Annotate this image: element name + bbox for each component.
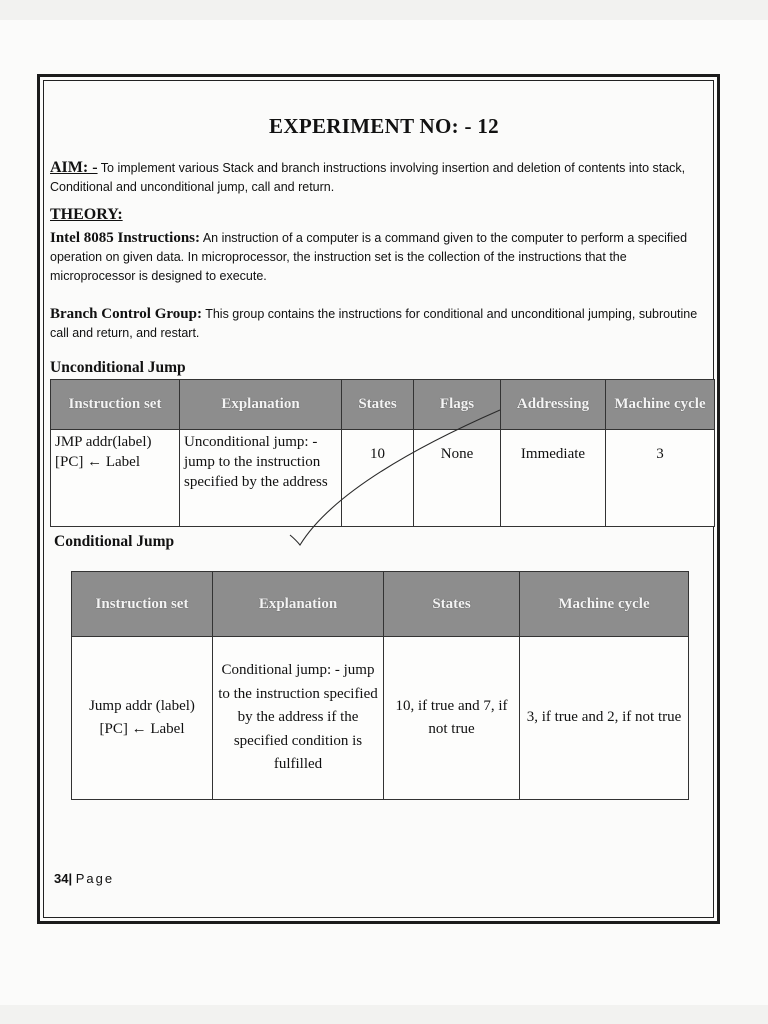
intel-text: An instruction of a computer is a command given to the computer to perform a specified operation on given data. In microprocessor, the instruction set is the collection of the instructions that the microprocessor is designed to execute. bbox=[50, 231, 688, 283]
header-states: States bbox=[342, 380, 414, 430]
aim-paragraph bbox=[50, 158, 712, 197]
cell-explanation: Unconditional jump: - jump to the instruction specified by the address bbox=[180, 430, 342, 527]
header-instruction-set: Instruction set bbox=[51, 380, 180, 430]
intel-paragraph bbox=[50, 229, 712, 286]
cell-states: 10 bbox=[342, 430, 414, 527]
cell-flags: None bbox=[414, 430, 501, 527]
page-footer bbox=[54, 871, 114, 886]
header-instruction-set: Instruction set bbox=[72, 572, 213, 637]
table-row bbox=[51, 430, 715, 527]
page-label: Page bbox=[75, 871, 115, 886]
header-machine-cycle: Machine cycle bbox=[606, 380, 715, 430]
table-row bbox=[72, 637, 689, 800]
header-flags: Flags bbox=[414, 380, 501, 430]
footer-separator: | bbox=[68, 871, 73, 886]
aim-text: To implement various Stack and branch instructions involving insertion and deletion of contents into stack, Conditional and unconditional jump, call and return. bbox=[50, 161, 686, 194]
branch-label: Branch Control Group: bbox=[50, 306, 202, 322]
header-machine-cycle: Machine cycle bbox=[520, 572, 689, 637]
aim-label: AIM: - bbox=[50, 159, 98, 176]
cell-instruction: Jump addr (label) [PC] ← Label bbox=[72, 637, 213, 800]
page-number: 34 bbox=[54, 871, 69, 886]
unconditional-jump-heading: Unconditional Jump bbox=[50, 359, 186, 376]
page-title: EXPERIMENT NO: - 12 bbox=[269, 114, 499, 138]
cell-states: 10, if true and 7, if not true bbox=[384, 637, 520, 800]
intel-label: Intel 8085 Instructions: bbox=[50, 230, 201, 246]
table-header-row bbox=[72, 572, 689, 637]
cell-explanation: Conditional jump: - jump to the instruction specified by the address if the specified condition is fulfilled bbox=[213, 637, 384, 800]
cell-machine-cycle: 3 bbox=[606, 430, 715, 527]
header-addressing: Addressing bbox=[501, 380, 606, 430]
unconditional-jump-table bbox=[50, 379, 715, 527]
cell-instruction: JMP addr(label) [PC] ← Label bbox=[51, 430, 180, 527]
table-header-row bbox=[51, 380, 715, 430]
conditional-jump-table bbox=[71, 571, 689, 800]
branch-text: This group contains the instructions for conditional and unconditional jumping, subroutine call and return, and restart. bbox=[50, 307, 698, 340]
theory-heading: THEORY: bbox=[50, 206, 123, 223]
header-explanation: Explanation bbox=[180, 380, 342, 430]
header-states: States bbox=[384, 572, 520, 637]
cell-machine-cycle: 3, if true and 2, if not true bbox=[520, 637, 689, 800]
branch-paragraph bbox=[50, 305, 712, 343]
conditional-jump-heading: Conditional Jump bbox=[54, 533, 175, 550]
header-explanation: Explanation bbox=[213, 572, 384, 637]
cell-addressing: Immediate bbox=[501, 430, 606, 527]
